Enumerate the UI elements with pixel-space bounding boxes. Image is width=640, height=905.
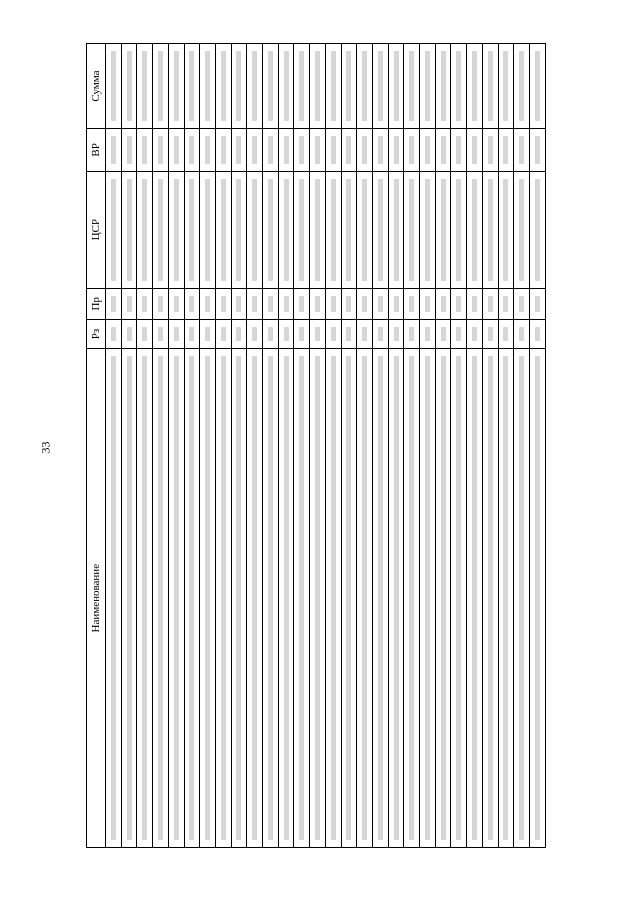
illegible-cell xyxy=(294,44,310,129)
header-pr: Пр xyxy=(87,288,106,319)
table-row xyxy=(184,44,200,848)
illegible-cell xyxy=(153,129,169,172)
illegible-cell xyxy=(200,44,216,129)
illegible-cell xyxy=(341,349,357,848)
illegible-cell xyxy=(467,349,483,848)
rotated-page-content xyxy=(86,43,546,848)
illegible-cell xyxy=(514,319,530,349)
page-number: 33 xyxy=(38,441,53,454)
illegible-cell xyxy=(341,319,357,349)
illegible-cell xyxy=(278,129,294,172)
table-row xyxy=(106,44,122,848)
table-row xyxy=(498,44,514,848)
illegible-cell xyxy=(137,288,153,319)
illegible-cell xyxy=(372,288,388,319)
illegible-cell xyxy=(498,129,514,172)
illegible-cell xyxy=(467,288,483,319)
table-row xyxy=(153,44,169,848)
illegible-cell xyxy=(420,349,436,848)
illegible-cell xyxy=(404,319,420,349)
illegible-cell xyxy=(341,44,357,129)
illegible-cell xyxy=(482,319,498,349)
header-vr: ВР xyxy=(87,129,106,172)
illegible-cell xyxy=(404,288,420,319)
illegible-cell xyxy=(168,319,184,349)
illegible-cell xyxy=(435,44,451,129)
illegible-cell xyxy=(514,349,530,848)
illegible-cell xyxy=(435,288,451,319)
illegible-cell xyxy=(529,349,545,848)
illegible-cell xyxy=(263,129,279,172)
illegible-cell xyxy=(121,288,137,319)
illegible-cell xyxy=(404,349,420,848)
illegible-cell xyxy=(325,171,341,288)
illegible-cell xyxy=(121,349,137,848)
illegible-cell xyxy=(388,349,404,848)
illegible-cell xyxy=(168,129,184,172)
illegible-cell xyxy=(168,349,184,848)
illegible-cell xyxy=(498,44,514,129)
illegible-cell xyxy=(200,349,216,848)
illegible-cell xyxy=(341,288,357,319)
illegible-cell xyxy=(482,171,498,288)
illegible-cell xyxy=(121,129,137,172)
illegible-cell xyxy=(137,129,153,172)
table-row xyxy=(215,44,231,848)
illegible-cell xyxy=(435,129,451,172)
table-body xyxy=(106,44,546,848)
illegible-cell xyxy=(153,44,169,129)
illegible-cell xyxy=(153,319,169,349)
header-sum: Сумма xyxy=(87,44,106,129)
illegible-cell xyxy=(310,319,326,349)
header-csr: ЦСР xyxy=(87,171,106,288)
illegible-cell xyxy=(294,319,310,349)
illegible-cell xyxy=(467,129,483,172)
illegible-cell xyxy=(372,349,388,848)
illegible-cell xyxy=(325,129,341,172)
table-row xyxy=(529,44,545,848)
illegible-cell xyxy=(325,44,341,129)
illegible-cell xyxy=(121,44,137,129)
illegible-cell xyxy=(263,319,279,349)
table-row xyxy=(310,44,326,848)
table-row xyxy=(420,44,436,848)
illegible-cell xyxy=(215,129,231,172)
illegible-cell xyxy=(341,171,357,288)
illegible-cell xyxy=(247,171,263,288)
illegible-cell xyxy=(529,319,545,349)
illegible-cell xyxy=(451,349,467,848)
illegible-cell xyxy=(263,171,279,288)
illegible-cell xyxy=(325,349,341,848)
illegible-cell xyxy=(514,129,530,172)
illegible-cell xyxy=(294,129,310,172)
illegible-cell xyxy=(200,171,216,288)
illegible-cell xyxy=(310,288,326,319)
illegible-cell xyxy=(231,349,247,848)
illegible-cell xyxy=(137,319,153,349)
table-row xyxy=(278,44,294,848)
illegible-cell xyxy=(388,44,404,129)
illegible-cell xyxy=(153,171,169,288)
illegible-cell xyxy=(514,288,530,319)
illegible-cell xyxy=(420,129,436,172)
illegible-cell xyxy=(137,349,153,848)
illegible-cell xyxy=(451,319,467,349)
table-row xyxy=(435,44,451,848)
illegible-cell xyxy=(388,319,404,349)
illegible-cell xyxy=(294,288,310,319)
illegible-cell xyxy=(467,171,483,288)
illegible-cell xyxy=(514,44,530,129)
illegible-cell xyxy=(435,171,451,288)
illegible-cell xyxy=(498,319,514,349)
illegible-cell xyxy=(106,288,122,319)
illegible-cell xyxy=(372,319,388,349)
table-row xyxy=(372,44,388,848)
illegible-cell xyxy=(294,349,310,848)
illegible-cell xyxy=(168,44,184,129)
illegible-cell xyxy=(121,319,137,349)
table-row xyxy=(514,44,530,848)
illegible-cell xyxy=(310,44,326,129)
illegible-cell xyxy=(106,129,122,172)
illegible-cell xyxy=(231,319,247,349)
illegible-cell xyxy=(482,129,498,172)
illegible-cell xyxy=(388,171,404,288)
table-row xyxy=(200,44,216,848)
illegible-cell xyxy=(529,288,545,319)
illegible-cell xyxy=(404,171,420,288)
illegible-cell xyxy=(184,349,200,848)
illegible-cell xyxy=(482,44,498,129)
illegible-cell xyxy=(278,319,294,349)
table-row xyxy=(231,44,247,848)
illegible-cell xyxy=(247,319,263,349)
illegible-cell xyxy=(435,319,451,349)
illegible-cell xyxy=(451,288,467,319)
illegible-cell xyxy=(372,44,388,129)
illegible-cell xyxy=(200,288,216,319)
table-row xyxy=(404,44,420,848)
illegible-cell xyxy=(168,288,184,319)
header-rz: Рз xyxy=(87,319,106,349)
illegible-cell xyxy=(420,288,436,319)
table-row xyxy=(168,44,184,848)
illegible-cell xyxy=(247,44,263,129)
illegible-cell xyxy=(420,319,436,349)
illegible-cell xyxy=(106,171,122,288)
illegible-cell xyxy=(106,319,122,349)
illegible-cell xyxy=(482,349,498,848)
illegible-cell xyxy=(278,171,294,288)
illegible-cell xyxy=(529,171,545,288)
illegible-cell xyxy=(215,288,231,319)
table-row xyxy=(263,44,279,848)
illegible-cell xyxy=(467,319,483,349)
table-row xyxy=(137,44,153,848)
illegible-cell xyxy=(184,171,200,288)
illegible-cell xyxy=(278,349,294,848)
illegible-cell xyxy=(482,288,498,319)
illegible-cell xyxy=(435,349,451,848)
illegible-cell xyxy=(404,129,420,172)
illegible-cell xyxy=(263,288,279,319)
illegible-cell xyxy=(106,44,122,129)
illegible-cell xyxy=(529,44,545,129)
illegible-cell xyxy=(200,129,216,172)
table-row xyxy=(294,44,310,848)
illegible-cell xyxy=(357,288,373,319)
illegible-cell xyxy=(247,349,263,848)
illegible-cell xyxy=(153,288,169,319)
illegible-cell xyxy=(467,44,483,129)
illegible-cell xyxy=(231,171,247,288)
illegible-cell xyxy=(372,129,388,172)
illegible-cell xyxy=(310,171,326,288)
table-row xyxy=(247,44,263,848)
illegible-cell xyxy=(247,129,263,172)
illegible-cell xyxy=(310,129,326,172)
illegible-cell xyxy=(215,319,231,349)
illegible-cell xyxy=(215,171,231,288)
table-row xyxy=(388,44,404,848)
table-row xyxy=(121,44,137,848)
illegible-cell xyxy=(184,319,200,349)
illegible-cell xyxy=(294,171,310,288)
illegible-cell xyxy=(121,171,137,288)
illegible-cell xyxy=(310,349,326,848)
table-row xyxy=(357,44,373,848)
illegible-cell xyxy=(357,171,373,288)
illegible-cell xyxy=(388,288,404,319)
illegible-cell xyxy=(357,319,373,349)
table-row xyxy=(341,44,357,848)
illegible-cell xyxy=(451,171,467,288)
illegible-cell xyxy=(106,349,122,848)
table-header-row xyxy=(87,44,106,848)
illegible-cell xyxy=(137,44,153,129)
illegible-cell xyxy=(184,129,200,172)
illegible-cell xyxy=(325,319,341,349)
illegible-cell xyxy=(231,129,247,172)
illegible-cell xyxy=(153,349,169,848)
illegible-cell xyxy=(514,171,530,288)
table-row xyxy=(482,44,498,848)
illegible-cell xyxy=(278,288,294,319)
illegible-cell xyxy=(529,129,545,172)
illegible-cell xyxy=(184,44,200,129)
illegible-cell xyxy=(372,171,388,288)
illegible-cell xyxy=(357,349,373,848)
illegible-cell xyxy=(388,129,404,172)
illegible-cell xyxy=(341,129,357,172)
illegible-cell xyxy=(357,44,373,129)
table-row xyxy=(467,44,483,848)
table-row xyxy=(325,44,341,848)
illegible-cell xyxy=(200,319,216,349)
header-name: Наименование xyxy=(87,349,106,848)
illegible-cell xyxy=(215,44,231,129)
illegible-cell xyxy=(451,44,467,129)
illegible-cell xyxy=(231,44,247,129)
illegible-cell xyxy=(231,288,247,319)
illegible-cell xyxy=(420,44,436,129)
illegible-cell xyxy=(263,349,279,848)
illegible-cell xyxy=(247,288,263,319)
table-row xyxy=(451,44,467,848)
budget-table xyxy=(86,43,546,848)
illegible-cell xyxy=(168,171,184,288)
illegible-cell xyxy=(325,288,341,319)
illegible-cell xyxy=(404,44,420,129)
illegible-cell xyxy=(498,288,514,319)
illegible-cell xyxy=(420,171,436,288)
illegible-cell xyxy=(184,288,200,319)
illegible-cell xyxy=(357,129,373,172)
illegible-cell xyxy=(263,44,279,129)
illegible-cell xyxy=(137,171,153,288)
illegible-cell xyxy=(451,129,467,172)
illegible-cell xyxy=(498,349,514,848)
illegible-cell xyxy=(278,44,294,129)
illegible-cell xyxy=(215,349,231,848)
illegible-cell xyxy=(498,171,514,288)
